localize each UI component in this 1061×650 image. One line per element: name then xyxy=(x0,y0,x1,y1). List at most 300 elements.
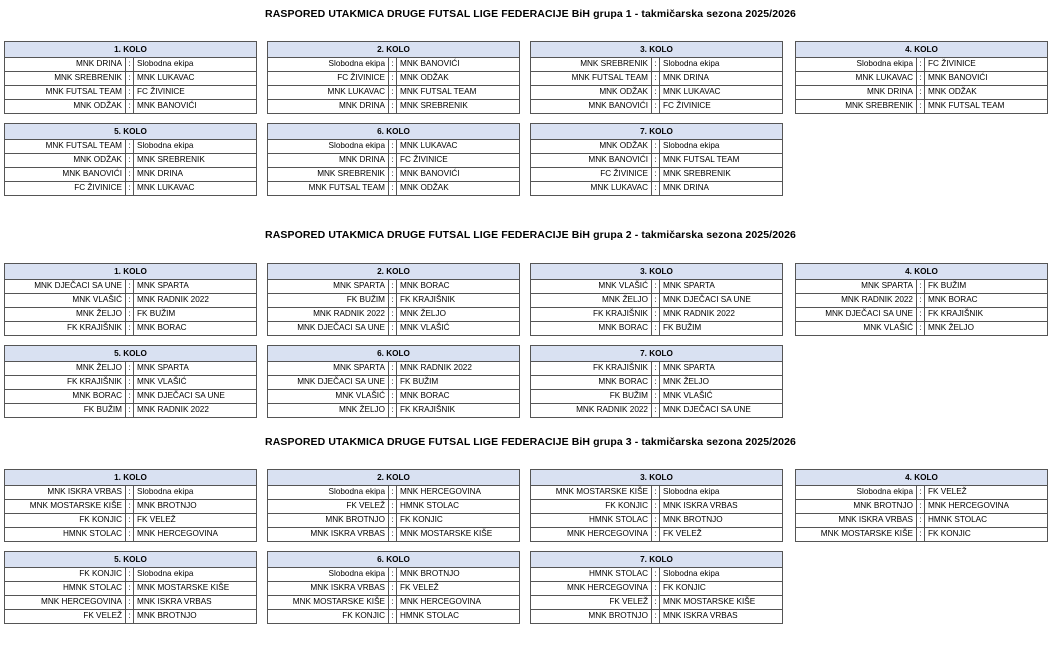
away-team: MNK FUTSAL TEAM xyxy=(925,99,1048,113)
away-team: MNK BANOVIĆI xyxy=(397,58,520,72)
round-header: 1. KOLO xyxy=(5,42,257,58)
round-table xyxy=(267,263,520,336)
match-separator: : xyxy=(389,153,397,167)
home-team: MNK SPARTA xyxy=(796,280,917,294)
match-row xyxy=(531,307,783,321)
match-row xyxy=(268,71,520,85)
away-team: MNK ISKRA VRBAS xyxy=(134,595,257,609)
away-team: MNK BORAC xyxy=(925,293,1048,307)
round-header: 4. KOLO xyxy=(796,264,1048,280)
match-separator: : xyxy=(652,167,660,181)
match-row xyxy=(796,293,1048,307)
round-table xyxy=(530,41,783,114)
match-separator: : xyxy=(126,581,134,595)
home-team: MNK BANOVIĆI xyxy=(5,167,126,181)
match-row xyxy=(796,58,1048,72)
match-row xyxy=(268,293,520,307)
match-row xyxy=(5,153,257,167)
round-header: 7. KOLO xyxy=(531,552,783,568)
match-row xyxy=(796,321,1048,335)
home-team: Slobodna ekipa xyxy=(268,486,389,500)
away-team: MNK BROTNJO xyxy=(397,568,520,582)
match-separator: : xyxy=(917,280,925,294)
match-separator: : xyxy=(389,99,397,113)
home-team: FK KRAJIŠNIK xyxy=(5,375,126,389)
home-team: MNK DRINA xyxy=(5,58,126,72)
home-team: MNK DJEČACI SA UNE xyxy=(268,375,389,389)
home-team: MNK VLAŠIĆ xyxy=(531,280,652,294)
round-header: 2. KOLO xyxy=(268,264,520,280)
away-team: HMNK STOLAC xyxy=(397,609,520,623)
round-table xyxy=(530,345,783,418)
match-separator: : xyxy=(126,595,134,609)
home-team: MNK DJEČACI SA UNE xyxy=(796,307,917,321)
home-team: MNK ODŽAK xyxy=(5,99,126,113)
round-header: 5. KOLO xyxy=(5,124,257,140)
away-team: MNK VLAŠIĆ xyxy=(397,321,520,335)
round-table xyxy=(795,263,1048,336)
match-separator: : xyxy=(126,58,134,72)
match-separator: : xyxy=(652,527,660,541)
match-row xyxy=(268,362,520,376)
away-team: MNK BORAC xyxy=(397,280,520,294)
home-team: FK VELEŽ xyxy=(268,499,389,513)
match-row xyxy=(531,321,783,335)
match-row xyxy=(531,140,783,154)
match-row xyxy=(268,499,520,513)
away-team: FC ŽIVINICE xyxy=(660,99,783,113)
match-separator: : xyxy=(126,167,134,181)
match-row xyxy=(5,375,257,389)
home-team: MNK ŽELJO xyxy=(268,403,389,417)
round-table xyxy=(4,551,257,624)
home-team: MNK BORAC xyxy=(5,389,126,403)
home-team: MNK ŽELJO xyxy=(5,307,126,321)
away-team: Slobodna ekipa xyxy=(660,58,783,72)
match-separator: : xyxy=(126,375,134,389)
match-separator: : xyxy=(917,85,925,99)
match-row xyxy=(268,375,520,389)
match-separator: : xyxy=(389,167,397,181)
match-separator: : xyxy=(126,513,134,527)
match-separator: : xyxy=(389,321,397,335)
match-row xyxy=(5,140,257,154)
match-separator: : xyxy=(389,513,397,527)
match-separator: : xyxy=(652,307,660,321)
match-separator: : xyxy=(652,581,660,595)
match-row xyxy=(5,527,257,541)
away-team: MNK DJEČACI SA UNE xyxy=(660,293,783,307)
home-team: MNK VLAŠIĆ xyxy=(268,389,389,403)
home-team: FK VELEŽ xyxy=(5,609,126,623)
round-header: 6. KOLO xyxy=(268,124,520,140)
away-team: MNK MOSTARSKE KIŠE xyxy=(397,527,520,541)
away-team: MNK ODŽAK xyxy=(397,71,520,85)
round-header: 2. KOLO xyxy=(268,42,520,58)
away-team: FK VELEŽ xyxy=(134,513,257,527)
away-team: MNK RADNIK 2022 xyxy=(660,307,783,321)
match-separator: : xyxy=(389,307,397,321)
home-team: MNK ODŽAK xyxy=(5,153,126,167)
home-team: MNK ODŽAK xyxy=(531,85,652,99)
match-separator: : xyxy=(126,321,134,335)
match-separator: : xyxy=(389,362,397,376)
round-table xyxy=(795,469,1048,542)
group-title: RASPORED UTAKMICA DRUGE FUTSAL LIGE FEDERACIJE BiH grupa 2 - takmičarska sezona 2025/2026 xyxy=(265,229,796,241)
round-table xyxy=(267,41,520,114)
match-separator: : xyxy=(652,389,660,403)
away-team: MNK ISKRA VRBAS xyxy=(660,609,783,623)
away-team: MNK HERCEGOVINA xyxy=(397,486,520,500)
away-team: MNK SPARTA xyxy=(660,362,783,376)
away-team: FK KRAJIŠNIK xyxy=(397,293,520,307)
match-separator: : xyxy=(917,293,925,307)
match-separator: : xyxy=(652,486,660,500)
away-team: FC ŽIVINICE xyxy=(134,85,257,99)
match-row xyxy=(268,99,520,113)
home-team: FC ŽIVINICE xyxy=(5,181,126,195)
match-row xyxy=(796,71,1048,85)
match-separator: : xyxy=(389,181,397,195)
home-team: HMNK STOLAC xyxy=(5,581,126,595)
away-team: MNK LUKAVAC xyxy=(134,181,257,195)
round-table xyxy=(4,41,257,114)
away-team: MNK BROTNJO xyxy=(660,513,783,527)
home-team: MNK HERCEGOVINA xyxy=(531,581,652,595)
match-separator: : xyxy=(652,321,660,335)
home-team: MNK FUTSAL TEAM xyxy=(5,140,126,154)
home-team: MNK FUTSAL TEAM xyxy=(5,85,126,99)
match-separator: : xyxy=(126,181,134,195)
match-row xyxy=(5,293,257,307)
match-row xyxy=(268,321,520,335)
away-team: MNK RADNIK 2022 xyxy=(134,293,257,307)
away-team: MNK HERCEGOVINA xyxy=(134,527,257,541)
home-team: MNK RADNIK 2022 xyxy=(268,307,389,321)
away-team: Slobodna ekipa xyxy=(134,140,257,154)
round-header: 1. KOLO xyxy=(5,470,257,486)
match-separator: : xyxy=(652,513,660,527)
match-row xyxy=(531,167,783,181)
away-team: FC ŽIVINICE xyxy=(397,153,520,167)
away-team: FK VELEŽ xyxy=(925,486,1048,500)
match-row xyxy=(796,307,1048,321)
match-row xyxy=(268,568,520,582)
match-row xyxy=(531,293,783,307)
home-team: MNK MOSTARSKE KIŠE xyxy=(5,499,126,513)
match-row xyxy=(531,609,783,623)
home-team: MNK ISKRA VRBAS xyxy=(796,513,917,527)
away-team: MNK LUKAVAC xyxy=(397,140,520,154)
round-table xyxy=(4,263,257,336)
away-team: MNK SPARTA xyxy=(134,280,257,294)
match-row xyxy=(268,513,520,527)
match-row xyxy=(5,71,257,85)
match-separator: : xyxy=(126,307,134,321)
match-row xyxy=(531,362,783,376)
away-team: MNK RADNIK 2022 xyxy=(134,403,257,417)
match-separator: : xyxy=(917,499,925,513)
away-team: MNK BORAC xyxy=(134,321,257,335)
match-row xyxy=(531,280,783,294)
round-table xyxy=(267,123,520,196)
home-team: MNK BROTNJO xyxy=(531,609,652,623)
home-team: FK KONJIC xyxy=(268,609,389,623)
match-row xyxy=(531,527,783,541)
round-table xyxy=(267,345,520,418)
away-team: FK BUŽIM xyxy=(925,280,1048,294)
match-row xyxy=(796,513,1048,527)
match-separator: : xyxy=(652,153,660,167)
match-separator: : xyxy=(652,140,660,154)
home-team: FK KONJIC xyxy=(531,499,652,513)
match-row xyxy=(796,85,1048,99)
away-team: MNK BANOVIĆI xyxy=(134,99,257,113)
match-row xyxy=(5,362,257,376)
home-team: MNK RADNIK 2022 xyxy=(531,403,652,417)
match-row xyxy=(5,85,257,99)
match-separator: : xyxy=(126,389,134,403)
match-row xyxy=(5,581,257,595)
match-separator: : xyxy=(389,280,397,294)
home-team: MNK BANOVIĆI xyxy=(531,153,652,167)
away-team: Slobodna ekipa xyxy=(134,486,257,500)
home-team: Slobodna ekipa xyxy=(268,58,389,72)
home-team: MNK ISKRA VRBAS xyxy=(268,581,389,595)
away-team: MNK FUTSAL TEAM xyxy=(660,153,783,167)
match-separator: : xyxy=(126,140,134,154)
match-row xyxy=(531,153,783,167)
away-team: MNK FUTSAL TEAM xyxy=(397,85,520,99)
match-row xyxy=(796,280,1048,294)
home-team: MNK BROTNJO xyxy=(268,513,389,527)
home-team: HMNK STOLAC xyxy=(531,568,652,582)
match-separator: : xyxy=(126,71,134,85)
home-team: MNK SREBRENIK xyxy=(796,99,917,113)
match-separator: : xyxy=(126,568,134,582)
away-team: MNK ŽELJO xyxy=(660,375,783,389)
round-header: 1. KOLO xyxy=(5,264,257,280)
match-row xyxy=(796,99,1048,113)
home-team: MNK DRINA xyxy=(268,99,389,113)
match-separator: : xyxy=(126,280,134,294)
match-row xyxy=(5,307,257,321)
match-row xyxy=(531,499,783,513)
away-team: FK KONJIC xyxy=(660,581,783,595)
away-team: MNK DRINA xyxy=(660,181,783,195)
match-separator: : xyxy=(126,153,134,167)
match-row xyxy=(796,527,1048,541)
round-table xyxy=(795,41,1048,114)
away-team: MNK SREBRENIK xyxy=(660,167,783,181)
round-header: 6. KOLO xyxy=(268,346,520,362)
away-team: MNK ŽELJO xyxy=(925,321,1048,335)
away-team: MNK DRINA xyxy=(134,167,257,181)
match-separator: : xyxy=(126,403,134,417)
match-row xyxy=(268,85,520,99)
match-row xyxy=(531,389,783,403)
match-separator: : xyxy=(652,595,660,609)
match-row xyxy=(5,99,257,113)
away-team: FK KONJIC xyxy=(925,527,1048,541)
home-team: MNK SREBRENIK xyxy=(268,167,389,181)
match-separator: : xyxy=(126,85,134,99)
group-title: RASPORED UTAKMICA DRUGE FUTSAL LIGE FEDERACIJE BiH grupa 1 - takmičarska sezona 2025/2026 xyxy=(265,8,796,20)
match-separator: : xyxy=(389,609,397,623)
round-header: 7. KOLO xyxy=(531,124,783,140)
away-team: MNK HERCEGOVINA xyxy=(925,499,1048,513)
round-table xyxy=(530,551,783,624)
match-separator: : xyxy=(389,581,397,595)
match-row xyxy=(531,595,783,609)
match-separator: : xyxy=(389,58,397,72)
match-row xyxy=(268,58,520,72)
away-team: MNK ODŽAK xyxy=(925,85,1048,99)
home-team: Slobodna ekipa xyxy=(796,486,917,500)
match-row xyxy=(268,153,520,167)
match-separator: : xyxy=(917,486,925,500)
match-row xyxy=(5,568,257,582)
home-team: Slobodna ekipa xyxy=(796,58,917,72)
away-team: MNK BROTNJO xyxy=(134,499,257,513)
home-team: MNK LUKAVAC xyxy=(268,85,389,99)
match-row xyxy=(5,389,257,403)
match-separator: : xyxy=(652,568,660,582)
home-team: FK KRAJIŠNIK xyxy=(531,307,652,321)
home-team: MNK ŽELJO xyxy=(531,293,652,307)
match-separator: : xyxy=(389,499,397,513)
match-row xyxy=(796,499,1048,513)
home-team: MNK FUTSAL TEAM xyxy=(531,71,652,85)
away-team: FK KONJIC xyxy=(397,513,520,527)
away-team: FK KRAJIŠNIK xyxy=(925,307,1048,321)
match-separator: : xyxy=(389,595,397,609)
match-separator: : xyxy=(389,389,397,403)
match-separator: : xyxy=(652,85,660,99)
match-separator: : xyxy=(126,527,134,541)
match-row xyxy=(268,527,520,541)
match-row xyxy=(531,71,783,85)
away-team: MNK HERCEGOVINA xyxy=(397,595,520,609)
match-row xyxy=(5,513,257,527)
home-team: FK VELEŽ xyxy=(531,595,652,609)
home-team: MNK ISKRA VRBAS xyxy=(5,486,126,500)
round-table xyxy=(267,551,520,624)
match-row xyxy=(268,581,520,595)
away-team: FK VELEŽ xyxy=(397,581,520,595)
away-team: MNK BANOVIĆI xyxy=(925,71,1048,85)
match-row xyxy=(268,486,520,500)
home-team: FK KRAJIŠNIK xyxy=(5,321,126,335)
home-team: HMNK STOLAC xyxy=(5,527,126,541)
away-team: MNK ŽELJO xyxy=(397,307,520,321)
match-row xyxy=(5,321,257,335)
home-team: MNK VLAŠIĆ xyxy=(5,293,126,307)
match-row xyxy=(531,403,783,417)
away-team: MNK BANOVIĆI xyxy=(397,167,520,181)
match-separator: : xyxy=(126,293,134,307)
match-separator: : xyxy=(917,99,925,113)
home-team: FK BUŽIM xyxy=(5,403,126,417)
match-row xyxy=(268,595,520,609)
away-team: MNK LUKAVAC xyxy=(134,71,257,85)
round-header: 2. KOLO xyxy=(268,470,520,486)
round-table xyxy=(4,345,257,418)
round-header: 3. KOLO xyxy=(531,264,783,280)
match-separator: : xyxy=(389,293,397,307)
away-team: MNK SREBRENIK xyxy=(134,153,257,167)
home-team: MNK SREBRENIK xyxy=(5,71,126,85)
away-team: MNK SREBRENIK xyxy=(397,99,520,113)
match-separator: : xyxy=(652,71,660,85)
away-team: FK VELEŽ xyxy=(660,527,783,541)
match-row xyxy=(5,58,257,72)
away-team: MNK MOSTARSKE KIŠE xyxy=(660,595,783,609)
match-separator: : xyxy=(652,403,660,417)
home-team: FC ŽIVINICE xyxy=(531,167,652,181)
away-team: FC ŽIVINICE xyxy=(925,58,1048,72)
round-table xyxy=(4,123,257,196)
home-team: MNK SPARTA xyxy=(268,362,389,376)
home-team: FC ŽIVINICE xyxy=(268,71,389,85)
round-header: 3. KOLO xyxy=(531,42,783,58)
home-team: MNK DJEČACI SA UNE xyxy=(5,280,126,294)
home-team: MNK MOSTARSKE KIŠE xyxy=(531,486,652,500)
home-team: MNK ISKRA VRBAS xyxy=(268,527,389,541)
home-team: MNK ŽELJO xyxy=(5,362,126,376)
home-team: MNK VLAŠIĆ xyxy=(796,321,917,335)
match-separator: : xyxy=(652,293,660,307)
match-separator: : xyxy=(652,99,660,113)
round-table xyxy=(530,469,783,542)
home-team: Slobodna ekipa xyxy=(268,568,389,582)
match-separator: : xyxy=(126,99,134,113)
away-team: HMNK STOLAC xyxy=(397,499,520,513)
round-table xyxy=(530,123,783,196)
match-row xyxy=(5,280,257,294)
match-separator: : xyxy=(389,375,397,389)
away-team: FK BUŽIM xyxy=(660,321,783,335)
round-header: 6. KOLO xyxy=(268,552,520,568)
home-team: FK BUŽIM xyxy=(531,389,652,403)
home-team: Slobodna ekipa xyxy=(268,140,389,154)
match-separator: : xyxy=(389,486,397,500)
away-team: MNK DJEČACI SA UNE xyxy=(660,403,783,417)
match-separator: : xyxy=(917,513,925,527)
match-separator: : xyxy=(126,362,134,376)
match-separator: : xyxy=(652,181,660,195)
away-team: MNK ODŽAK xyxy=(397,181,520,195)
match-row xyxy=(268,403,520,417)
match-row xyxy=(268,389,520,403)
away-team: MNK BORAC xyxy=(397,389,520,403)
away-team: FK BUŽIM xyxy=(134,307,257,321)
home-team: MNK BANOVIĆI xyxy=(531,99,652,113)
home-team: MNK DRINA xyxy=(268,153,389,167)
away-team: Slobodna ekipa xyxy=(660,486,783,500)
away-team: FK BUŽIM xyxy=(397,375,520,389)
match-row xyxy=(531,568,783,582)
match-row xyxy=(531,513,783,527)
away-team: MNK VLAŠIĆ xyxy=(134,375,257,389)
match-row xyxy=(796,486,1048,500)
match-separator: : xyxy=(652,609,660,623)
round-header: 5. KOLO xyxy=(5,552,257,568)
home-team: MNK HERCEGOVINA xyxy=(531,527,652,541)
match-separator: : xyxy=(389,140,397,154)
match-separator: : xyxy=(917,307,925,321)
match-row xyxy=(531,181,783,195)
